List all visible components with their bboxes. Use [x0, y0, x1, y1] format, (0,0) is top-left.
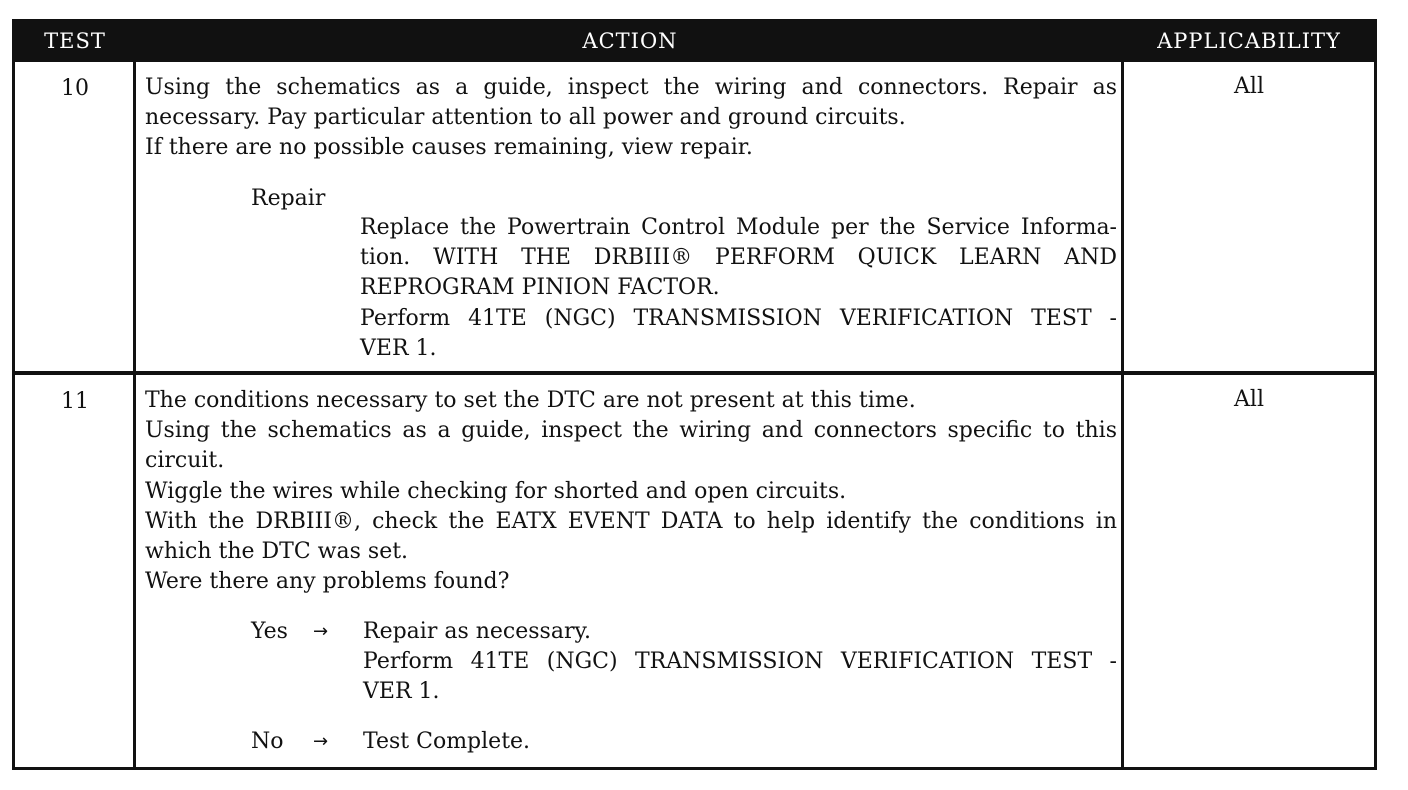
repair-line: VER 1.	[360, 335, 437, 361]
repair-line: REPROGRAM PINION FACTOR.	[360, 275, 720, 301]
row-divider	[15, 371, 1374, 375]
action-line: The conditions necessary to set the DTC are not present at this time.	[145, 388, 916, 413]
yes-text	[363, 617, 1117, 708]
action-text	[145, 73, 1117, 164]
test-number: 10	[61, 76, 89, 101]
action-line: which the DTC was set.	[145, 539, 409, 565]
repair-line: Perform 41TE (NGC) TRANSMISSION VERIFICATION TEST -	[360, 305, 1117, 331]
action-line: Using the schematics as a guide, inspect the wiring and connectors specific to this	[145, 418, 1117, 444]
action-line: If there are no possible causes remaining, view repair.	[145, 135, 753, 161]
table-header	[15, 22, 1374, 62]
yes-label: Yes	[251, 619, 288, 644]
action-line: circuit.	[145, 448, 225, 474]
action-line: With the DRBIII®, check the EATX EVENT DATA to help identify the conditions in	[145, 508, 1117, 534]
repair-text	[360, 213, 1117, 364]
diagnostic-table	[12, 19, 1377, 770]
applicability-value: All	[1234, 387, 1264, 412]
yes-line: Repair as necessary.	[363, 619, 591, 644]
action-line: Were there any problems found?	[145, 569, 510, 595]
action-line: Using the schematics as a guide, inspect the wiring and connectors. Repair as	[145, 75, 1117, 100]
no-text	[363, 727, 530, 757]
action-line: Wiggle the wires while checking for shorted and open circuits.	[145, 478, 847, 504]
no-line: Test Complete.	[363, 729, 531, 754]
yes-line: Perform 41TE (NGC) TRANSMISSION VERIFICATION TEST -	[363, 649, 1117, 675]
right-arrow-icon: →	[313, 731, 329, 752]
column-divider	[1121, 62, 1124, 767]
header-applicability: APPLICABILITY	[1157, 29, 1341, 53]
action-text	[145, 386, 1117, 597]
applicability-value: All	[1234, 74, 1264, 99]
header-action: ACTION	[582, 29, 678, 53]
right-arrow-icon: →	[313, 621, 329, 642]
yes-line: VER 1.	[363, 679, 440, 705]
repair-line: tion. WITH THE DRBIII® PERFORM QUICK LEARN AND	[360, 245, 1117, 271]
repair-line: Replace the Powertrain Control Module per the Service Informa-	[360, 215, 1117, 240]
action-line: necessary. Pay particular attention to all power and ground circuits.	[145, 105, 906, 131]
header-test: TEST	[44, 29, 106, 53]
test-number: 11	[61, 389, 89, 414]
no-label: No	[251, 729, 284, 754]
repair-label: Repair	[251, 186, 326, 211]
